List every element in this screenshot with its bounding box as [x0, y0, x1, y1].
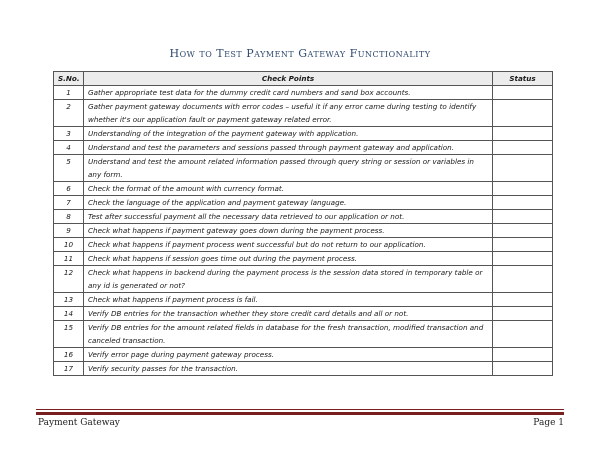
- row-check-point: Check the language of the application and payment gateway language.: [84, 196, 493, 210]
- table-row: [54, 155, 553, 182]
- row-sno: 10: [54, 238, 84, 252]
- row-check-point: Understand and test the amount related information passed through query string or session or variables in any form.: [84, 155, 493, 182]
- row-check-point: Check the format of the amount with currency format.: [84, 182, 493, 196]
- row-status: [493, 86, 553, 100]
- table-row: [54, 210, 553, 224]
- table-row: [54, 362, 553, 376]
- row-status: [493, 100, 553, 127]
- row-check-point: Check what happens if session goes time out during the payment process.: [84, 252, 493, 266]
- row-check-point: Check what happens if payment gateway goes down during the payment process.: [84, 224, 493, 238]
- row-status: [493, 293, 553, 307]
- row-sno: 1: [54, 86, 84, 100]
- footer-document-name: Payment Gateway: [38, 418, 120, 428]
- table-row: [54, 252, 553, 266]
- row-check-point: Gather appropriate test data for the dummy credit card numbers and sand box accounts.: [84, 86, 493, 100]
- row-status: [493, 238, 553, 252]
- table-row: [54, 141, 553, 155]
- row-sno: 7: [54, 196, 84, 210]
- row-status: [493, 196, 553, 210]
- row-status: [493, 224, 553, 238]
- row-sno: 14: [54, 307, 84, 321]
- footer-page-number: Page 1: [533, 418, 564, 428]
- row-check-point: Understand and test the parameters and sessions passed through payment gateway and application.: [84, 141, 493, 155]
- row-sno: 12: [54, 266, 84, 293]
- row-sno: 4: [54, 141, 84, 155]
- table-row: [54, 293, 553, 307]
- row-sno: 6: [54, 182, 84, 196]
- row-sno: 2: [54, 100, 84, 127]
- row-status: [493, 141, 553, 155]
- row-sno: 13: [54, 293, 84, 307]
- column-header-status: Status: [493, 72, 553, 86]
- table-row: [54, 266, 553, 293]
- table-row: [54, 238, 553, 252]
- row-status: [493, 155, 553, 182]
- row-check-point: Check what happens if payment process is fail.: [84, 293, 493, 307]
- row-check-point: Gather payment gateway documents with error codes – useful it if any error came during testing to identify whether it's our application fault or payment gateway related error.: [84, 100, 493, 127]
- row-status: [493, 252, 553, 266]
- row-check-point: Verify DB entries for the transaction whether they store credit card details and all or not.: [84, 307, 493, 321]
- table-row: [54, 321, 553, 348]
- table-row: [54, 127, 553, 141]
- row-sno: 8: [54, 210, 84, 224]
- row-status: [493, 321, 553, 348]
- row-status: [493, 210, 553, 224]
- row-status: [493, 127, 553, 141]
- row-check-point: Check what happens in backend during the payment process is the session data stored in temporary table or any id is generated or not?: [84, 266, 493, 293]
- row-status: [493, 348, 553, 362]
- row-sno: 16: [54, 348, 84, 362]
- row-check-point: Verify error page during payment gateway process.: [84, 348, 493, 362]
- table-header-row: [54, 72, 553, 86]
- column-header-sno: S.No.: [54, 72, 84, 86]
- footer-divider: [36, 412, 564, 415]
- row-sno: 11: [54, 252, 84, 266]
- row-sno: 9: [54, 224, 84, 238]
- row-sno: 15: [54, 321, 84, 348]
- page-title: How to Test Payment Gateway Functionality: [169, 47, 431, 60]
- row-sno: 5: [54, 155, 84, 182]
- row-sno: 17: [54, 362, 84, 376]
- table-row: [54, 348, 553, 362]
- table-row: [54, 100, 553, 127]
- row-check-point: Check what happens if payment process went successful but do not return to our application.: [84, 238, 493, 252]
- row-check-point: Understanding of the integration of the payment gateway with application.: [84, 127, 493, 141]
- row-check-point: Verify DB entries for the amount related fields in database for the fresh transaction, modified transaction and canceled transaction.: [84, 321, 493, 348]
- table-row: [54, 182, 553, 196]
- table-row: [54, 86, 553, 100]
- footer-divider-thin: [36, 409, 564, 410]
- row-sno: 3: [54, 127, 84, 141]
- row-status: [493, 182, 553, 196]
- row-status: [493, 266, 553, 293]
- row-status: [493, 362, 553, 376]
- column-header-check-points: Check Points: [84, 72, 493, 86]
- table-row: [54, 196, 553, 210]
- row-check-point: Test after successful payment all the necessary data retrieved to our application or not.: [84, 210, 493, 224]
- row-check-point: Verify security passes for the transaction.: [84, 362, 493, 376]
- table-row: [54, 224, 553, 238]
- row-status: [493, 307, 553, 321]
- checklist-table: [53, 71, 553, 376]
- table-row: [54, 307, 553, 321]
